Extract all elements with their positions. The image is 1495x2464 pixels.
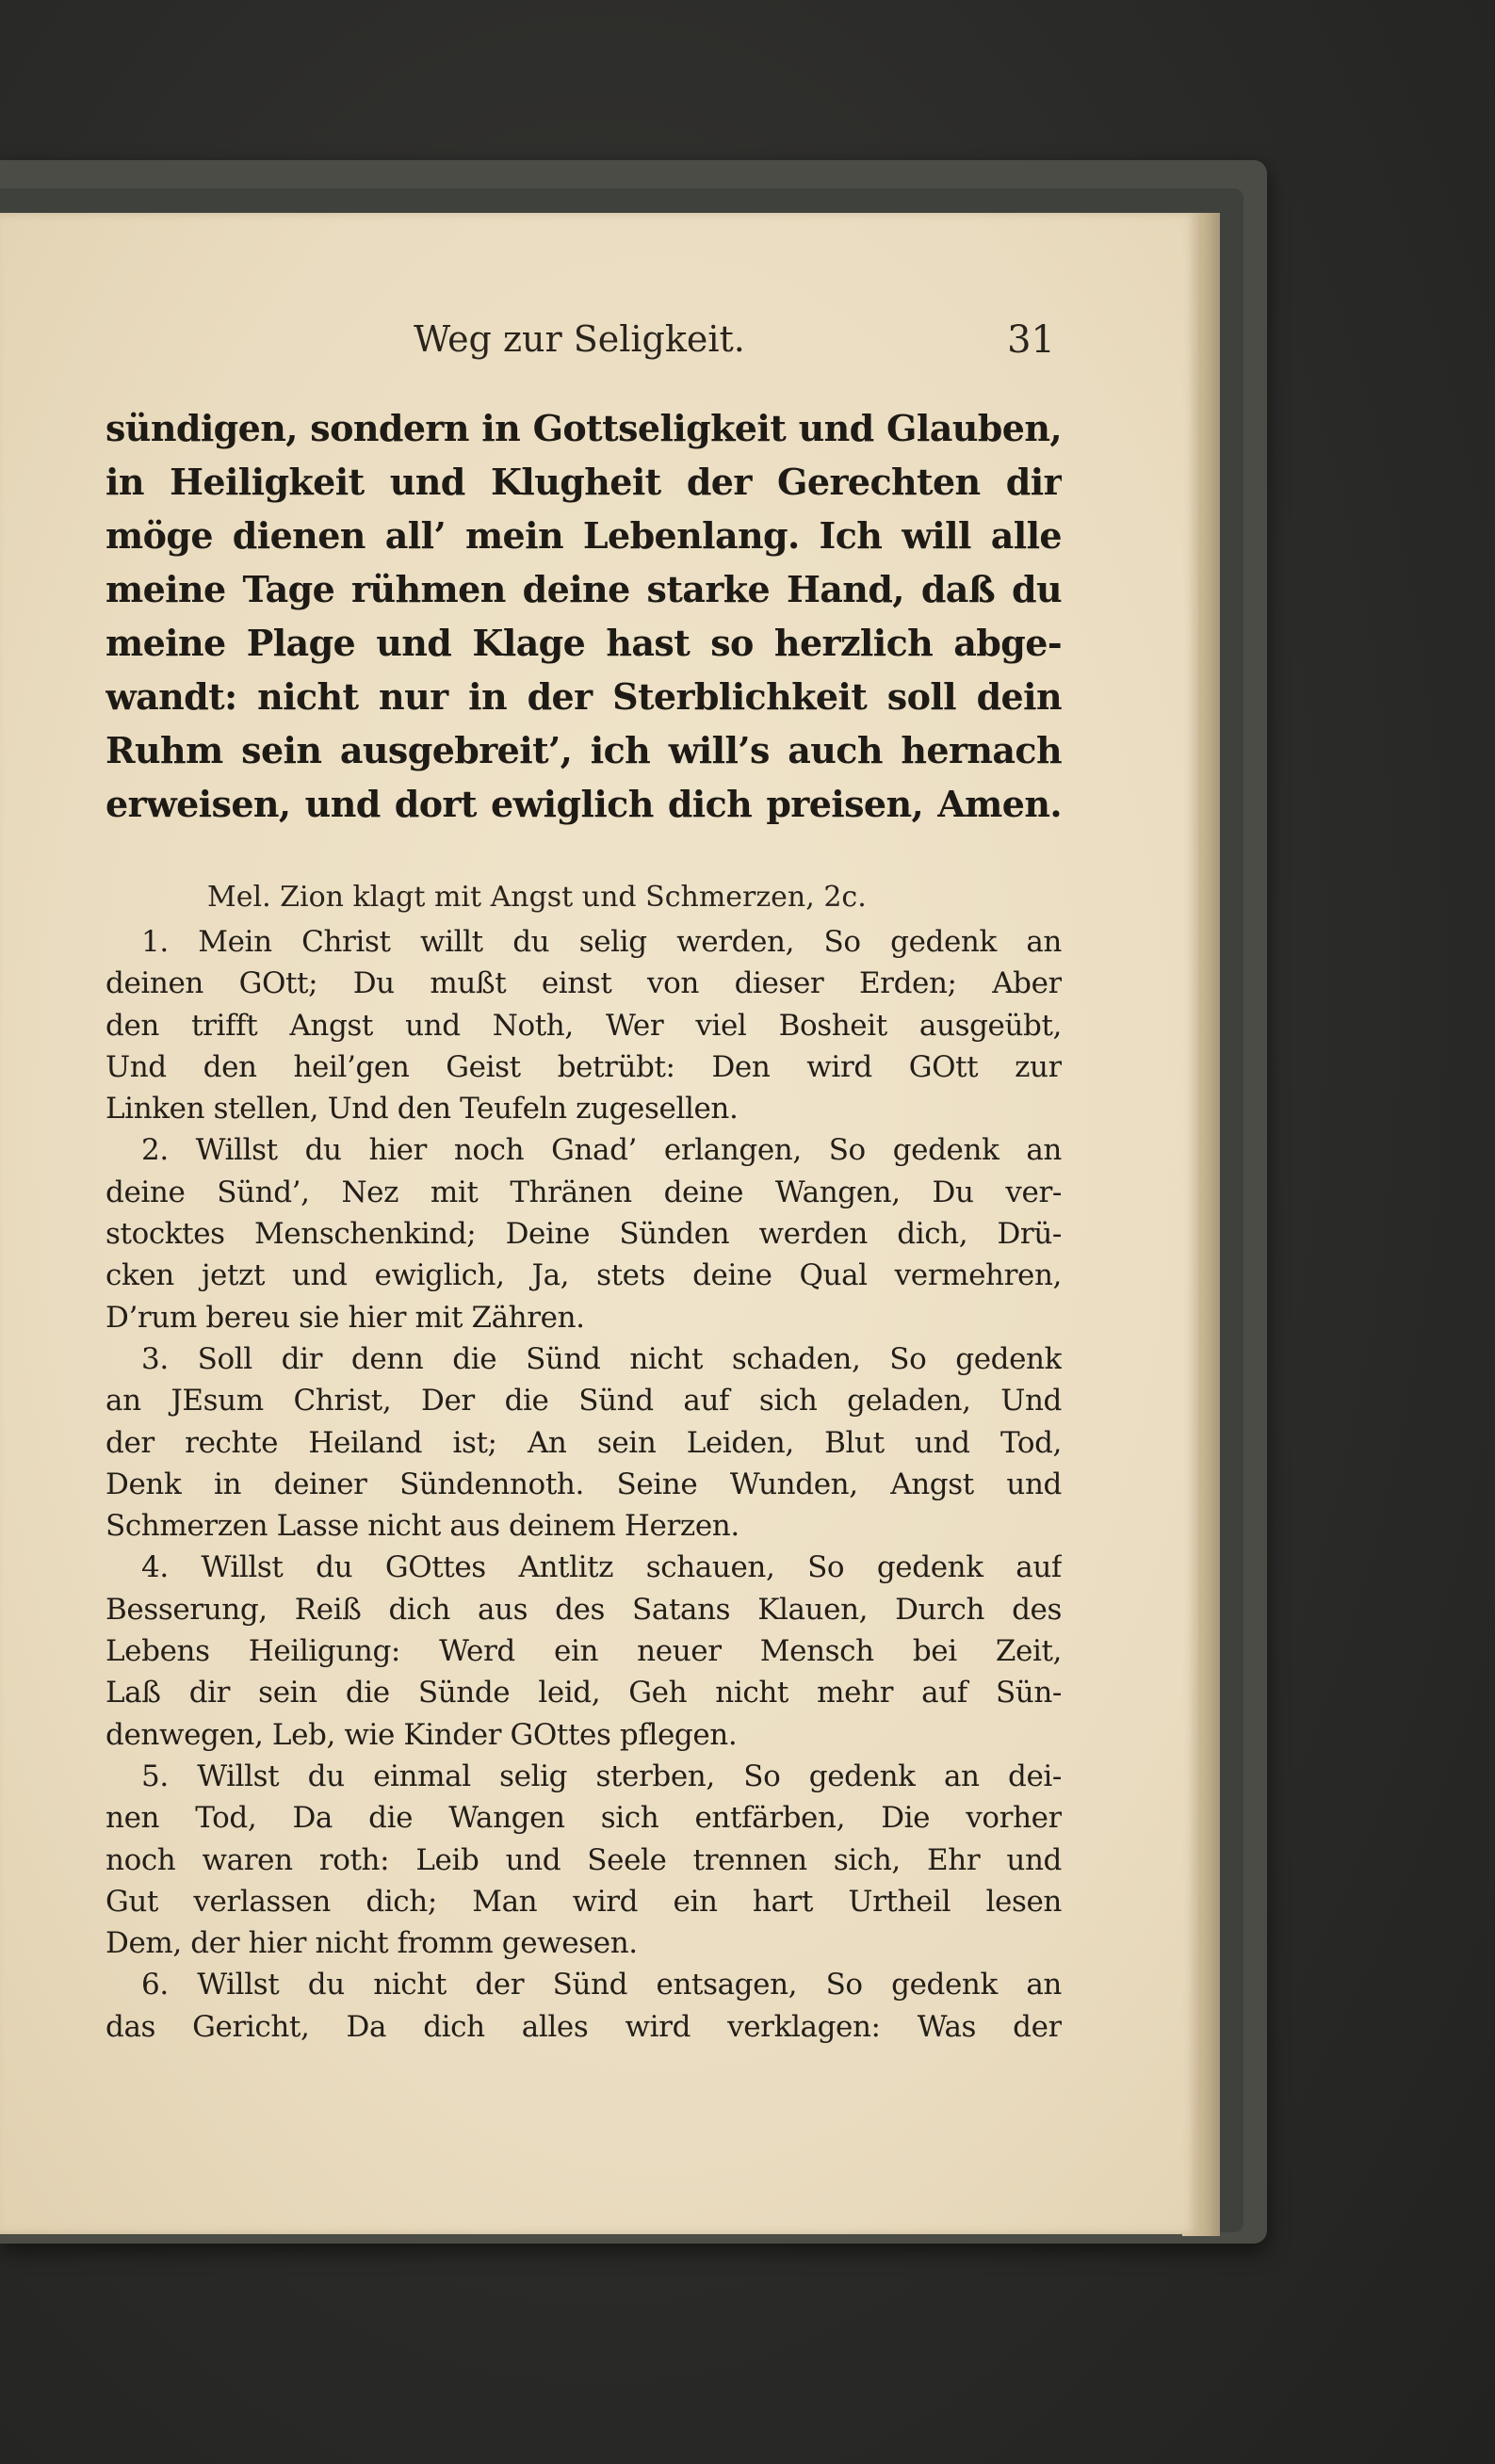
hymn-line: 3. Soll dir denn die Sünd nicht schaden, So gedenk bbox=[141, 1341, 1062, 1376]
hymn-line: 1. Mein Christ willt du selig werden, So gedenk an bbox=[141, 925, 1062, 959]
hymn-line: Denk in deiner Sündennoth. Seine Wunden, Angst und bbox=[106, 1467, 1062, 1501]
prose-line: in Heiligkeit und Klugheit der Gerechten dir bbox=[106, 461, 1062, 503]
hymn-line: D’rum bereu sie hier mit Zähren. bbox=[106, 1300, 585, 1335]
hymn-line: 2. Willst du hier noch Gnad’ erlangen, So gedenk an bbox=[141, 1133, 1062, 1168]
hymn-line: nen Tod, Da die Wangen sich entfärben, Die vorher bbox=[106, 1801, 1062, 1836]
hymn-line: noch waren roth: Leib und Seele trennen sich, Ehr und bbox=[106, 1842, 1062, 1877]
hymn-line: 6. Willst du nicht der Sünd entsagen, So gedenk an bbox=[141, 1968, 1062, 2002]
running-header bbox=[104, 318, 1055, 375]
running-header-title: Weg zur Seligkeit. bbox=[414, 318, 745, 360]
hymn-line: deinen GOtt; Du mußt einst von dieser Erden; Aber bbox=[106, 966, 1062, 1001]
hymn-line: deine Sünd’, Nez mit Thränen deine Wangen, Du ver- bbox=[106, 1175, 1062, 1209]
prose-line: meine Plage und Klage hast so herzlich abge- bbox=[106, 622, 1062, 664]
hymn-line: denwegen, Leb, wie Kinder GOttes pflegen. bbox=[106, 1717, 738, 1752]
hymn-line: Und den heil’gen Geist betrübt: Den wird GOtt zur bbox=[106, 1049, 1062, 1084]
prayer-paragraph bbox=[106, 401, 1062, 831]
book-page bbox=[0, 213, 1198, 2234]
hymn-line: Gut verlassen dich; Man wird ein hart Urtheil lesen bbox=[106, 1884, 1062, 1919]
hymn bbox=[106, 921, 1062, 2048]
hymn-line: den trifft Angst und Noth, Wer viel Bosheit ausgeübt, bbox=[106, 1008, 1062, 1043]
prose-line: sündigen, sondern in Gottseligkeit und Glauben, bbox=[106, 407, 1062, 449]
hymn-line: an JEsum Christ, Der die Sünd auf sich geladen, Und bbox=[106, 1384, 1062, 1418]
hymn-line: der rechte Heiland ist; An sein Leiden, Blut und Tod, bbox=[106, 1425, 1062, 1460]
hymn-line: Schmerzen Lasse nicht aus deinem Herzen. bbox=[106, 1509, 739, 1544]
hymn-line: Besserung, Reiß dich aus des Satans Klauen, Durch des bbox=[106, 1592, 1062, 1627]
prose-line: meine Tage rühmen deine starke Hand, daß du bbox=[106, 568, 1062, 610]
hymn-line: 4. Willst du GOttes Antlitz schauen, So gedenk auf bbox=[141, 1550, 1062, 1585]
prose-line: erweisen, und dort ewiglich dich preisen, Amen. bbox=[106, 783, 1062, 825]
hymn-line: Linken stellen, Und den Teufeln zugesellen. bbox=[106, 1092, 739, 1127]
prose-line: möge dienen all’ mein Lebenlang. Ich will alle bbox=[106, 514, 1062, 557]
hymn-line: das Gericht, Da dich alles wird verklagen: Was der bbox=[106, 2009, 1062, 2044]
hymn-line: 5. Willst du einmal selig sterben, So gedenk an dei- bbox=[141, 1759, 1062, 1793]
prose-line: Ruhm sein ausgebreit’, ich will’s auch hernach bbox=[106, 729, 1062, 771]
hymn-line: Dem, der hier nicht fromm gewesen. bbox=[106, 1926, 638, 1961]
prose-line: wandt: nicht nur in der Sterblichkeit soll dein bbox=[106, 675, 1062, 718]
melody-note: Mel. Zion klagt mit Angst und Schmerzen, 2c. bbox=[207, 881, 867, 914]
hymn-line: stocktes Menschenkind; Deine Sünden werden dich, Drü- bbox=[106, 1217, 1062, 1252]
hymn-line: Laß dir sein die Sünde leid, Geh nicht mehr auf Sün- bbox=[106, 1676, 1062, 1710]
page-number: 31 bbox=[1007, 318, 1055, 362]
hymn-line: Lebens Heiligung: Werd ein neuer Mensch bei Zeit, bbox=[106, 1634, 1062, 1669]
page-body bbox=[106, 401, 1062, 2048]
hymn-line: cken jetzt und ewiglich, Ja, stets deine Qual vermehren, bbox=[106, 1258, 1062, 1293]
